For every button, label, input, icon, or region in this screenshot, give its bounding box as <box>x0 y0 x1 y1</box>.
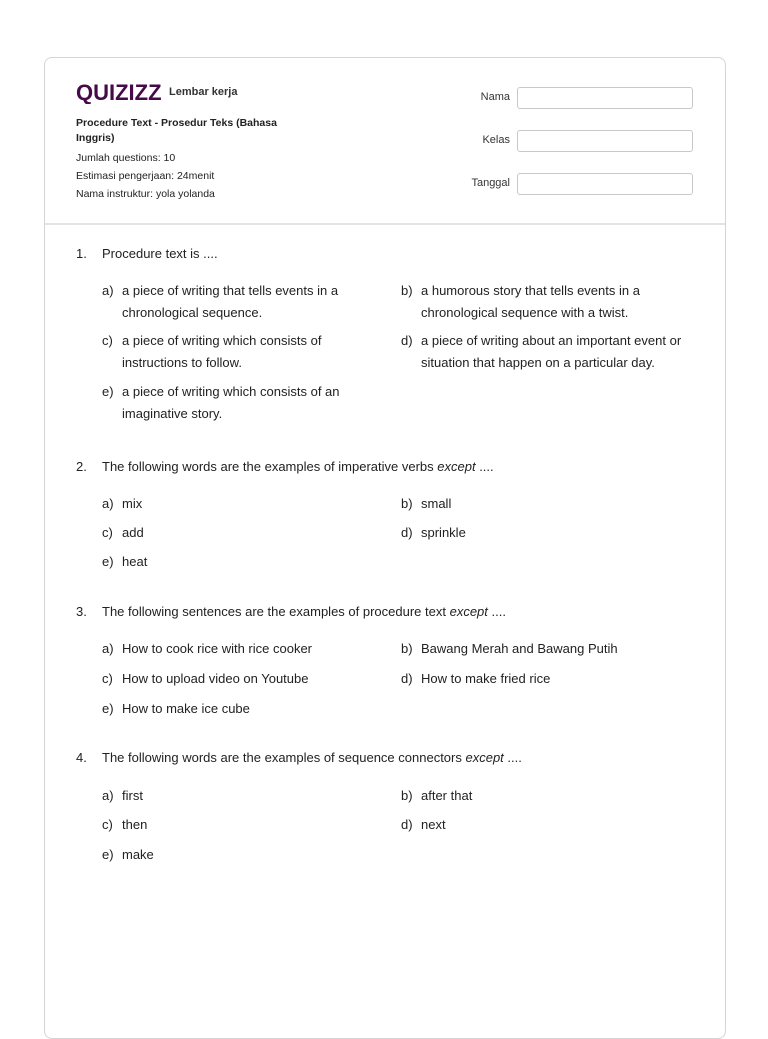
option-text: Bawang Merah and Bawang Putih <box>421 641 618 656</box>
option-letter: a) <box>102 496 114 511</box>
class-label: Kelas <box>482 134 510 146</box>
name-input[interactable] <box>517 87 693 109</box>
option-c <box>102 522 372 544</box>
question-stem <box>76 459 494 474</box>
option-a <box>102 638 372 660</box>
question-text: The following words are the examples of sequence connectors <box>102 750 466 765</box>
option-b <box>401 280 691 324</box>
instructor-name: Nama instruktur: yola yolanda <box>76 188 215 200</box>
question-stem <box>76 246 218 261</box>
name-field-row <box>445 87 695 109</box>
question-emphasis: except <box>437 459 476 474</box>
option-e <box>102 844 372 866</box>
option-letter: d) <box>401 333 413 348</box>
option-text: a humorous story that tells events in a chronological sequence with a twist. <box>421 283 640 320</box>
option-letter: a) <box>102 641 114 656</box>
option-letter: c) <box>102 671 113 686</box>
option-letter: e) <box>102 701 114 716</box>
question-stem <box>76 750 522 765</box>
option-text: How to upload video on Youtube <box>122 671 309 686</box>
worksheet-header <box>45 58 725 225</box>
option-b <box>401 785 691 807</box>
option-a <box>102 280 372 324</box>
option-text: a piece of writing about an important event or situation that happen on a particular day. <box>421 333 682 370</box>
option-b <box>401 493 691 515</box>
option-text: a piece of writing which consists of an imaginative story. <box>122 384 340 421</box>
worksheet-page <box>44 57 726 1039</box>
option-a <box>102 785 372 807</box>
option-c <box>102 814 372 836</box>
question-number: 1. <box>76 246 87 261</box>
question-number: 3. <box>76 604 87 619</box>
option-text: How to make ice cube <box>122 701 250 716</box>
option-b <box>401 638 691 660</box>
question-stem <box>76 604 506 619</box>
option-letter: d) <box>401 817 413 832</box>
question-tail: .... <box>475 459 494 474</box>
questions-count: Jumlah questions: 10 <box>76 152 176 164</box>
question-emphasis: except <box>465 750 504 765</box>
option-text: mix <box>122 496 143 511</box>
question-tail: .... <box>503 750 522 765</box>
option-e <box>102 381 372 425</box>
worksheet-meta <box>76 116 296 203</box>
option-letter: a) <box>102 788 114 803</box>
option-letter: e) <box>102 384 114 399</box>
option-letter: a) <box>102 283 114 298</box>
date-input[interactable] <box>517 173 693 195</box>
option-letter: b) <box>401 496 413 511</box>
option-d <box>401 814 691 836</box>
question-number: 4. <box>76 750 87 765</box>
option-text: sprinkle <box>421 525 466 540</box>
option-letter: b) <box>401 788 413 803</box>
name-label: Nama <box>480 91 510 103</box>
sub-brand-label: Lembar kerja <box>169 86 238 98</box>
option-text: a piece of writing that tells events in a chronological sequence. <box>122 283 339 320</box>
option-text: How to make fried rice <box>421 671 551 686</box>
brand-row <box>76 80 237 104</box>
option-letter: d) <box>401 525 413 540</box>
option-d <box>401 668 691 690</box>
option-c <box>102 330 372 374</box>
option-letter: e) <box>102 847 114 862</box>
option-text: after that <box>421 788 473 803</box>
option-c <box>102 668 372 690</box>
option-text: heat <box>122 554 148 569</box>
quizizz-logo <box>76 80 164 104</box>
option-e <box>102 551 372 573</box>
question-tail: .... <box>487 604 506 619</box>
question-text: Procedure text is .... <box>102 246 218 261</box>
question-number: 2. <box>76 459 87 474</box>
date-label: Tanggal <box>471 177 510 189</box>
class-field-row <box>445 130 695 152</box>
option-a <box>102 493 372 515</box>
question-text: The following sentences are the examples of procedure text <box>102 604 450 619</box>
option-text: a piece of writing which consists of instructions to follow. <box>122 333 322 370</box>
option-e <box>102 698 372 720</box>
option-text: then <box>122 817 148 832</box>
option-letter: c) <box>102 333 113 348</box>
option-d <box>401 330 691 374</box>
option-letter: c) <box>102 817 113 832</box>
option-letter: c) <box>102 525 113 540</box>
class-input[interactable] <box>517 130 693 152</box>
time-estimate: Estimasi pengerjaan: 24menit <box>76 170 215 182</box>
question-emphasis: except <box>449 604 488 619</box>
option-letter: b) <box>401 641 413 656</box>
option-text: make <box>122 847 154 862</box>
option-letter: b) <box>401 283 413 298</box>
option-text: first <box>122 788 143 803</box>
option-letter: d) <box>401 671 413 686</box>
option-text: add <box>122 525 144 540</box>
date-field-row <box>445 173 695 195</box>
worksheet-title: Procedure Text - Prosedur Teks (Bahasa Inggris) <box>76 117 277 144</box>
option-text: How to cook rice with rice cooker <box>122 641 313 656</box>
option-text: small <box>421 496 452 511</box>
option-d <box>401 522 691 544</box>
option-text: next <box>421 817 446 832</box>
question-text: The following words are the examples of imperative verbs <box>102 459 438 474</box>
logo-text: QUIZIZZ <box>76 80 162 104</box>
option-letter: e) <box>102 554 114 569</box>
